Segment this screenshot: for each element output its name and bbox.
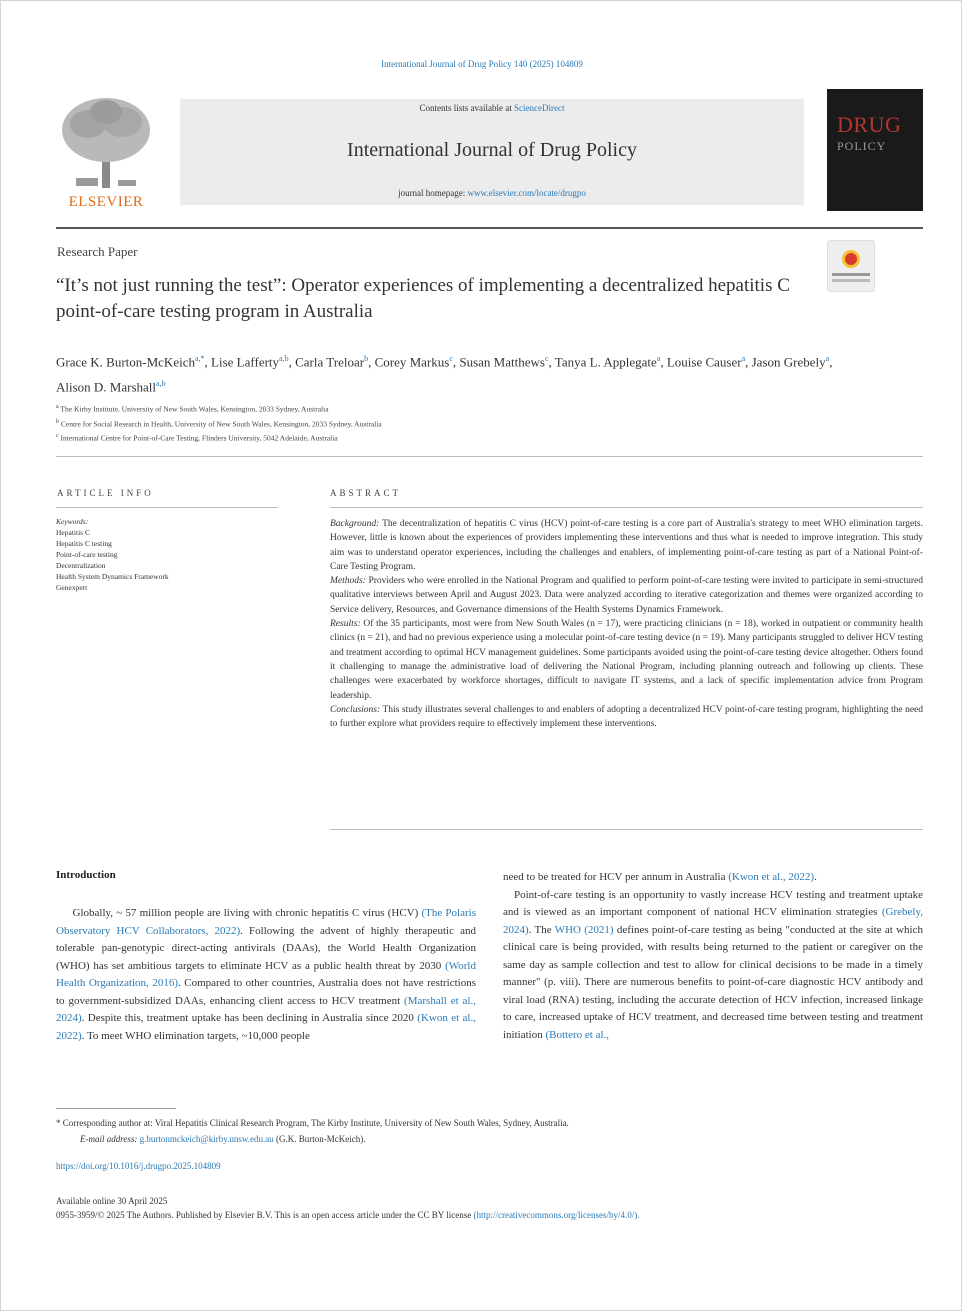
license-link[interactable]: (http://creativecommons.org/licenses/by/4.0/).: [473, 1209, 640, 1220]
publication-info: [56, 1195, 926, 1222]
keyword: Hepatitis C: [56, 528, 90, 537]
body-text: . Point-of-care testing is an opportunity to vastly increase HCV testing and treatment uptake and is viewed as an important component of national HCV elimination strategies: [503, 871, 923, 918]
author-affiliation-marker[interactable]: a,*: [194, 354, 205, 363]
abstract-end-rule: [330, 829, 923, 830]
header-divider: [56, 227, 923, 229]
masthead: [56, 89, 923, 213]
abstract-heading: ABSTRACT: [330, 488, 402, 498]
keyword: Decentralization: [56, 561, 106, 570]
abstract-results: Results: Of the 35 participants, most were from New South Wales (n = 17), were practicing clinicians (n = 18), worked in outpatient or community health clinics (n = 21), and had no previous experience using a molecular point-of-care testing device (n = 19). Many participants struggled to deliver HCV testing and treatment according to optimal HCV management guidelines. Some participants avoided using the point-of-care testing device altogether. Others found it challenging to manage the administrative load of delivering the National Program, including planning outreach and following up clients. These challenges were exacerbated by workforce shortages, difficult to navigate IT systems, and a lack of specific implementation advice from Program leadership.: [330, 619, 924, 701]
homepage-prefix: journal homepage:: [398, 188, 468, 198]
journal-homepage-link[interactable]: www.elsevier.com/locate/drugpo: [467, 188, 586, 198]
article-title: “It’s not just running the test”: Operator experiences of implementing a decentralized hepatitis C point-of-care testing program in Australia: [56, 275, 790, 322]
author-name[interactable]: Jason Grebely: [751, 354, 826, 370]
author-affiliation-marker[interactable]: a,b: [279, 354, 289, 363]
abstract-body: [330, 517, 923, 731]
abstract-background: Background: The decentralization of hepatitis C virus (HCV) point-of-care testing is a core part of Australia's strategy to meet WHO elimination targets. However, little is known about the experiences of providers implementing these interventions and thus what is needed to improve integration. This study aim was to understand operator experiences, including the challenges and enablers, of implementing point-of-care testing as part of a National Point-of-Care Testing Program.: [330, 519, 923, 572]
article-type: Research Paper: [57, 244, 138, 259]
keyword: Genexpert: [56, 583, 88, 592]
corresponding-author-note: * Corresponding author at: Viral Hepatitis Clinical Research Program, The Kirby Institute, University of New South Wales, Sydney, Australia.: [56, 1118, 569, 1128]
abstract-rule: [330, 507, 923, 508]
author-affiliation-marker[interactable]: a: [656, 354, 661, 363]
elsevier-logo: [56, 89, 156, 211]
homepage-line: [180, 188, 804, 198]
abstract-conclusions: Conclusions: This study illustrates several challenges to and enablers of adopting a decentralized HCV point-of-care testing program, highlighting the need to further explore what providers require to effectively implement these interventions.: [330, 704, 923, 730]
author-affiliation-marker[interactable]: a: [825, 354, 830, 363]
citation-link[interactable]: (Grebely, 2024): [503, 906, 923, 936]
email-suffix: (G.K. Burton-McKeich).: [276, 1134, 366, 1144]
publisher-name: ELSEVIER: [68, 194, 144, 210]
citation-link[interactable]: (World Health Organization, 2016): [56, 959, 476, 989]
check-for-updates-badge[interactable]: [827, 240, 875, 292]
cover-title: DRUG: [837, 112, 902, 137]
author-affiliation-marker[interactable]: c: [544, 354, 549, 363]
citation-link[interactable]: (Bottero et al.,: [545, 1028, 610, 1041]
email-link[interactable]: g.burtonmckeich@kirby.unsw.edu.au: [139, 1134, 274, 1144]
journal-title: International Journal of Drug Policy: [347, 139, 637, 161]
journal-cover: [827, 89, 923, 211]
author-affiliation-marker[interactable]: c: [449, 354, 453, 363]
author-list: Grace K. Burton-McKeich$^{a,*}$, Lise Lafferty$^{a,b}$, Carla Treloar$^b$, Corey Markus$^c$, Susan Matthews$^c$, Tanya L. Applegate$^a$, Louise Causer$^a$, Jason Grebely$^a$, Alison D. Marshall$^{a,b}$: [56, 354, 833, 395]
introduction-heading: Introduction: [56, 869, 116, 881]
affiliation-divider: [56, 456, 923, 457]
affiliation-c: $^c$ International Centre for Point-of-Care Testing, Flinders University, 5042 Adelaide, Australia: [56, 433, 338, 443]
sciencedirect-link[interactable]: ScienceDirect: [514, 103, 565, 113]
body-text: Globally, ~ 57 million people are living with chronic hepatitis C virus (HCV): [72, 907, 422, 919]
citation-link[interactable]: (Kwon et al., 2022): [728, 871, 815, 883]
abstract-methods: Methods: Providers who were enrolled in the National Program and qualified to perform point-of-care testing were invited to participate in semi-structured qualitative interviews between April and August 2023. Data were analyzed according to iterative categorization and themes were organized according to Service delivery, Resources, and Governance dimensions of the Health Systems Dynamics Framework.: [330, 576, 923, 615]
introduction-column-right: [503, 869, 923, 1044]
body-text: . The: [528, 923, 555, 936]
citation-link[interactable]: (Kwon et al., 2022): [56, 1012, 476, 1042]
license-line: [56, 1209, 926, 1223]
check-updates-icon: [842, 250, 860, 268]
elsevier-tree-icon: [58, 94, 154, 192]
author-name[interactable]: Corey Markus: [374, 354, 450, 370]
body-text: . Compared to other countries, Australia does not have restrictions to government-subsidized DAAs, enhancing client access to HCV treatment: [56, 977, 477, 1007]
article-info-heading: ARTICLE INFO: [57, 488, 154, 498]
author-name[interactable]: Susan Matthews: [459, 354, 545, 370]
available-online: Available online 30 April 2025: [56, 1196, 168, 1206]
keyword: Hepatitis C testing: [56, 539, 112, 548]
email-label: E-mail address:: [80, 1134, 138, 1144]
body-text: . Despite this, treatment uptake has been declining in Australia since 2020: [81, 1012, 418, 1024]
citation-link[interactable]: WHO (2021): [554, 923, 614, 936]
introduction-column-left: [56, 905, 476, 1045]
footnote-rule: [56, 1108, 176, 1109]
author-name[interactable]: Louise Causer: [666, 354, 742, 370]
contents-line: [180, 103, 804, 113]
contents-prefix: Contents lists available at: [419, 103, 514, 113]
article-info-rule: [56, 507, 278, 508]
affiliation-b: $^b$ Centre for Social Research in Health, University of New South Wales, Kensington, 2033 Sydney, Australia: [56, 419, 382, 429]
citation-link[interactable]: (The Polaris Observatory HCV Collaborators, 2022): [56, 907, 476, 937]
author-name[interactable]: Grace K. Burton-McKeich: [56, 354, 195, 370]
body-text: defines point-of-care testing as being "conducted at the site at which clinical care is being provided, with results being returned to the patient or caregiver on the same day as sample collection and test to allow for clinical decisions to be made in a timely manner" (p. viii). There are numerous benefits to point-of-care diagnostic HCV antibody and viral load (RNA) testing, including the accurate detection of HCV infection, increased linkage to care, increased uptake of HCV treatment, and decreased time between testing and treatment initiation: [503, 923, 923, 1041]
author-affiliation-marker[interactable]: a: [741, 354, 746, 363]
author-name[interactable]: Alison D. Marshall: [56, 379, 157, 395]
keywords-label: Keywords:: [56, 517, 89, 526]
body-text: . Following the advent of highly therapeutic and tolerable pan-genotypic direct-acting antivirals (DAAs), the World Health Organization (WHO) has set ambitious targets to eliminate HCV as a public health threat by 2030: [56, 924, 476, 972]
author-affiliation-marker[interactable]: b: [364, 354, 369, 363]
author-name[interactable]: Tanya L. Applegate: [554, 354, 657, 370]
journal-banner: [180, 99, 804, 205]
license-text: 0955-3959/© 2025 The Authors. Published by Elsevier B.V. This is an open access article under the CC BY license: [56, 1209, 474, 1220]
body-text: . To meet WHO elimination targets, ~10,000 people: [81, 1029, 310, 1042]
author-affiliation-marker[interactable]: a,b: [156, 379, 166, 389]
email-line: [56, 1132, 945, 1146]
affiliation-a: $^a$ The Kirby Institute, University of New South Wales, Kensington, 2033 Sydney, Australia: [56, 404, 329, 414]
keywords-list: [56, 516, 276, 593]
keyword: Point-of-care testing: [56, 550, 118, 559]
citation-link[interactable]: (Marshall et al., 2024): [56, 994, 476, 1024]
doi-link[interactable]: https://doi.org/10.1016/j.drugpo.2025.104809: [56, 1161, 221, 1171]
cover-subtitle: POLICY: [837, 139, 887, 153]
keyword: Health System Dynamics Framework: [56, 572, 169, 581]
author-name[interactable]: Lise Lafferty: [211, 354, 280, 370]
author-name[interactable]: Carla Treloar: [295, 354, 365, 370]
body-text: need to be treated for HCV per annum in Australia: [503, 871, 729, 883]
journal-reference[interactable]: International Journal of Drug Policy 140 (2025) 104809: [381, 59, 583, 69]
